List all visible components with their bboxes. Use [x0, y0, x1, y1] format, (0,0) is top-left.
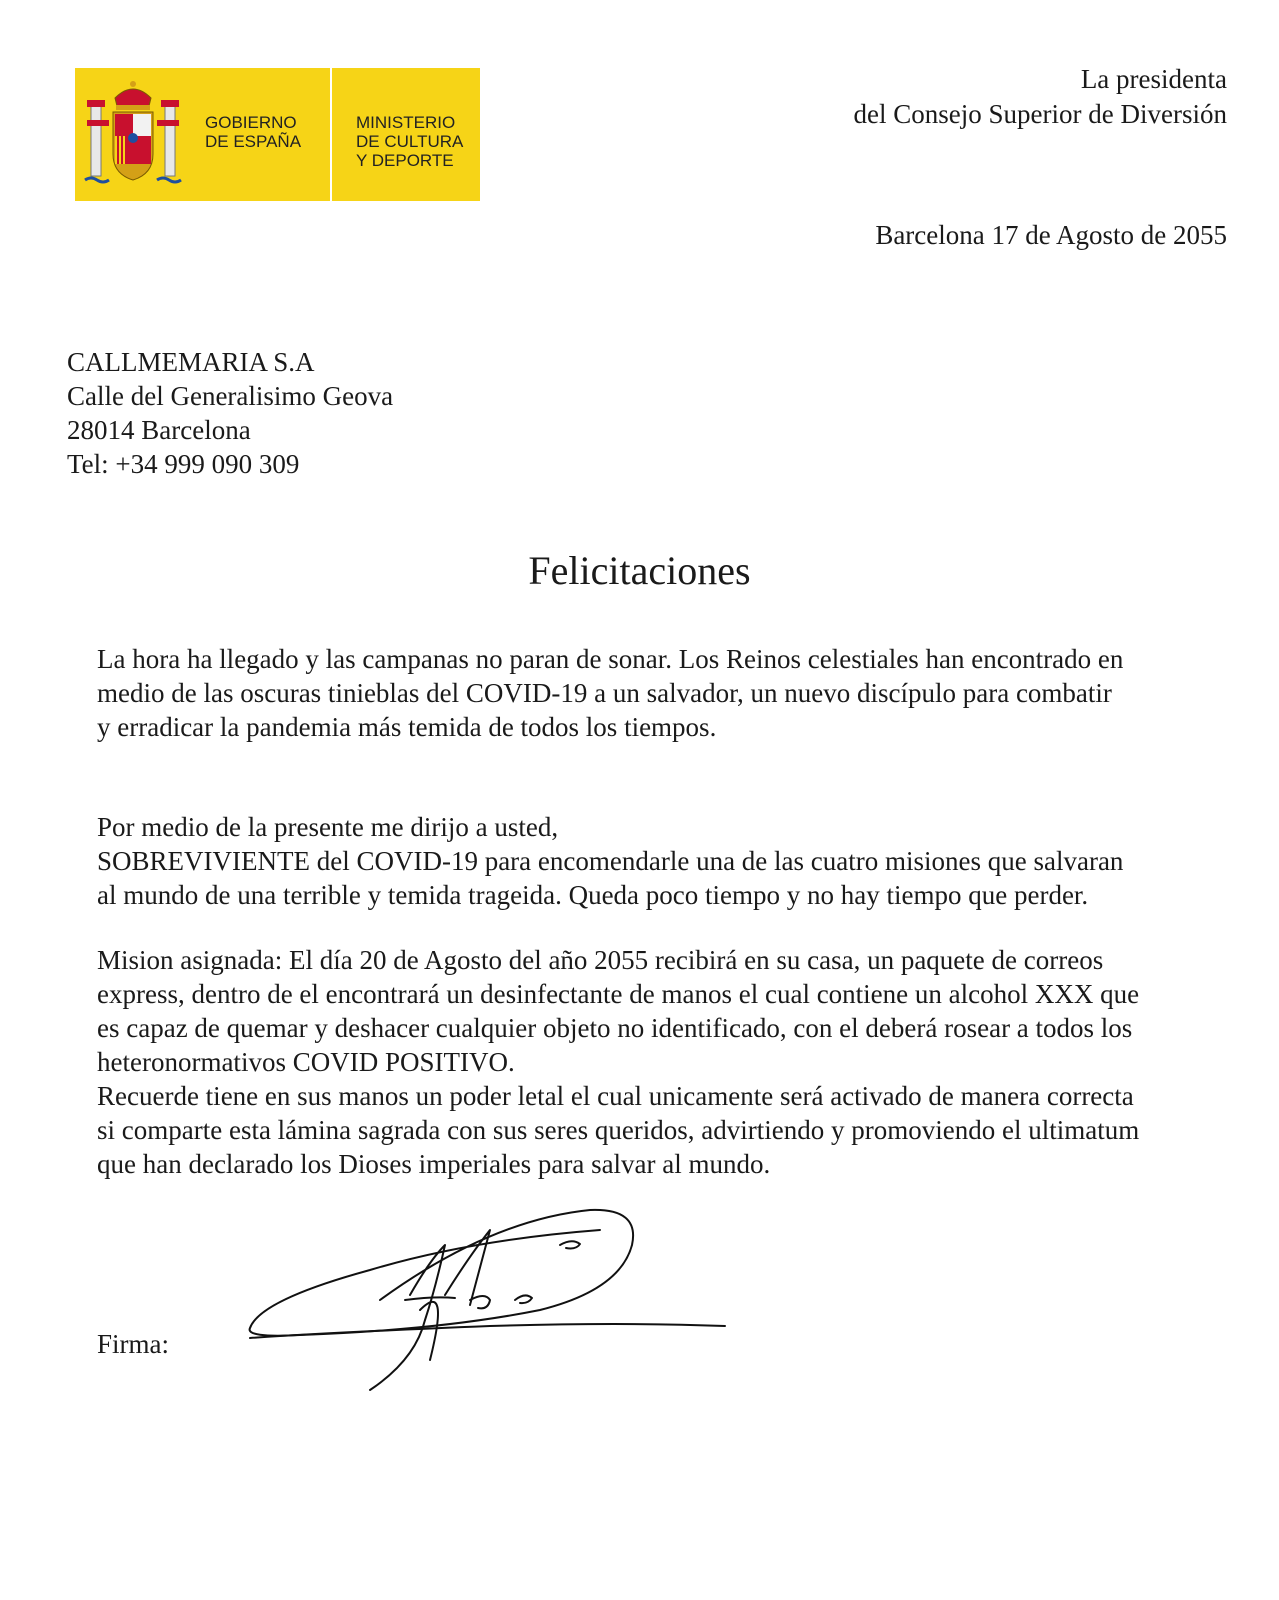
paragraph-line: que han declarado los Dioses imperiales para salvar al mundo.: [97, 1149, 771, 1179]
recipient-name: CALLMEMARIA S.A: [67, 347, 315, 377]
coat-of-arms-icon: [81, 76, 185, 192]
paragraph-line: Recuerde tiene en sus manos un poder letal el cual unicamente será activado de manera correcta: [97, 1081, 1134, 1111]
paragraph-line: La hora ha llegado y las campanas no paran de sonar. Los Reinos celestiales han encontrado en: [97, 644, 1124, 674]
letter-date: Barcelona 17 de Agosto de 2055: [875, 220, 1227, 250]
paragraph-line: y erradicar la pandemia más temida de todos los tiempos.: [97, 712, 717, 742]
signature-label: Firma:: [97, 1329, 169, 1359]
recipient-city: 28014 Barcelona: [67, 415, 251, 445]
sender-line: La presidenta: [1080, 64, 1227, 94]
logo-divider: [330, 68, 332, 201]
government-name: GOBIERNO DE ESPAÑA: [205, 113, 302, 151]
handwritten-signature: [240, 1200, 760, 1430]
paragraph-line: express, dentro de el encontrará un desinfectante de manos el cual contiene un alcohol XXX que: [97, 979, 1140, 1009]
paragraph-line: Por medio de la presente me dirijo a usted,: [97, 812, 559, 842]
paragraph: [97, 810, 1123, 912]
letter-title: Felicitaciones: [528, 548, 751, 593]
recipient-address: [67, 345, 393, 481]
paragraph-line: Mision asignada: El día 20 de Agosto del año 2055 recibirá en su casa, un paquete de correos: [97, 945, 1104, 975]
paragraph-line: al mundo de una terrible y temida trageida. Queda poco tiempo y no hay tiempo que perder.: [97, 880, 1089, 910]
paragraph-line: es capaz de quemar y deshacer cualquier objeto no identificado, con el deberá rosear a todos los: [97, 1013, 1133, 1043]
government-logo: [75, 68, 480, 201]
paragraph-line: heteronormativos COVID POSITIVO.: [97, 1047, 515, 1077]
paragraph-line: SOBREVIVIENTE del COVID-19 para encomendarle una de las cuatro misiones que salvaran: [97, 846, 1124, 876]
sender-line: del Consejo Superior de Diversión: [853, 99, 1227, 129]
recipient-phone: Tel: +34 999 090 309: [67, 449, 300, 479]
paragraph: [97, 943, 1139, 1181]
ministry-name: MINISTERIO DE CULTURA Y DEPORTE: [356, 113, 464, 170]
paragraph: [97, 642, 1123, 744]
paragraph-line: medio de las oscuras tinieblas del COVID-19 a un salvador, un nuevo discípulo para combatir: [97, 678, 1112, 708]
recipient-street: Calle del Generalisimo Geova: [67, 381, 394, 411]
sender-block: [854, 62, 1227, 132]
paragraph-line: si comparte esta lámina sagrada con sus seres queridos, advirtiendo y promoviendo el ultimatum: [97, 1115, 1140, 1145]
